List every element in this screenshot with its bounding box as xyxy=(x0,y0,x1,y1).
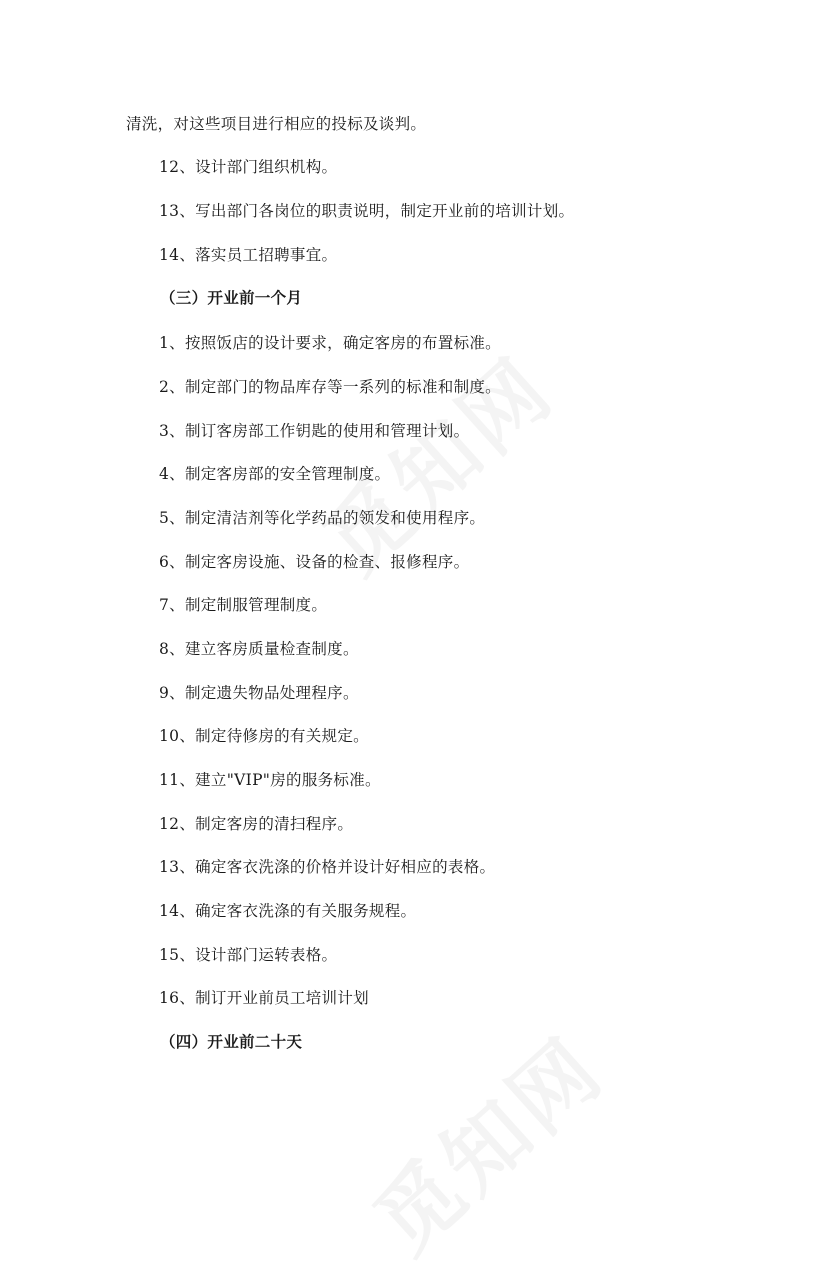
list-item: 7、制定制服管理制度。 xyxy=(159,596,328,614)
section-heading-4: （四）开业前二十天 xyxy=(160,1032,303,1051)
list-item: 9、制定遗失物品处理程序。 xyxy=(159,684,359,702)
watermark-bottom xyxy=(344,1005,626,1276)
list-item: 4、制定客房部的安全管理制度。 xyxy=(159,465,391,483)
list-item: 13、确定客衣洗涤的价格并设计好相应的表格。 xyxy=(159,858,496,876)
list-item: 1、按照饭店的设计要求，确定客房的布置标准。 xyxy=(159,334,501,352)
continuation-text: 清洗，对这些项目进行相应的投标及谈判。 xyxy=(126,115,427,133)
list-item: 8、建立客房质量检查制度。 xyxy=(159,640,359,658)
list-item: 11、建立"VIP"房的服务标准。 xyxy=(159,771,381,789)
section-heading-3: （三）开业前一个月 xyxy=(160,288,303,307)
list-item: 12、制定客房的清扫程序。 xyxy=(159,815,354,833)
list-item: 5、制定清洁剂等化学药品的领发和使用程序。 xyxy=(159,509,486,527)
list-item: 15、设计部门运转表格。 xyxy=(159,946,338,964)
list-item: 10、制定待修房的有关规定。 xyxy=(159,727,369,745)
list-item: 16、制订开业前员工培训计划 xyxy=(159,989,369,1007)
list-item: 2、制定部门的物品库存等一系列的标准和制度。 xyxy=(159,378,501,396)
list-item: 12、设计部门组织机构。 xyxy=(159,158,338,176)
list-item: 3、制订客房部工作钥匙的使用和管理计划。 xyxy=(159,422,470,440)
list-item: 13、写出部门各岗位的职责说明，制定开业前的培训计划。 xyxy=(159,202,575,220)
list-item: 14、确定客衣洗涤的有关服务规程。 xyxy=(159,902,417,920)
list-item: 6、制定客房设施、设备的检查、报修程序。 xyxy=(159,553,470,571)
list-item: 14、落实员工招聘事宜。 xyxy=(159,246,338,264)
